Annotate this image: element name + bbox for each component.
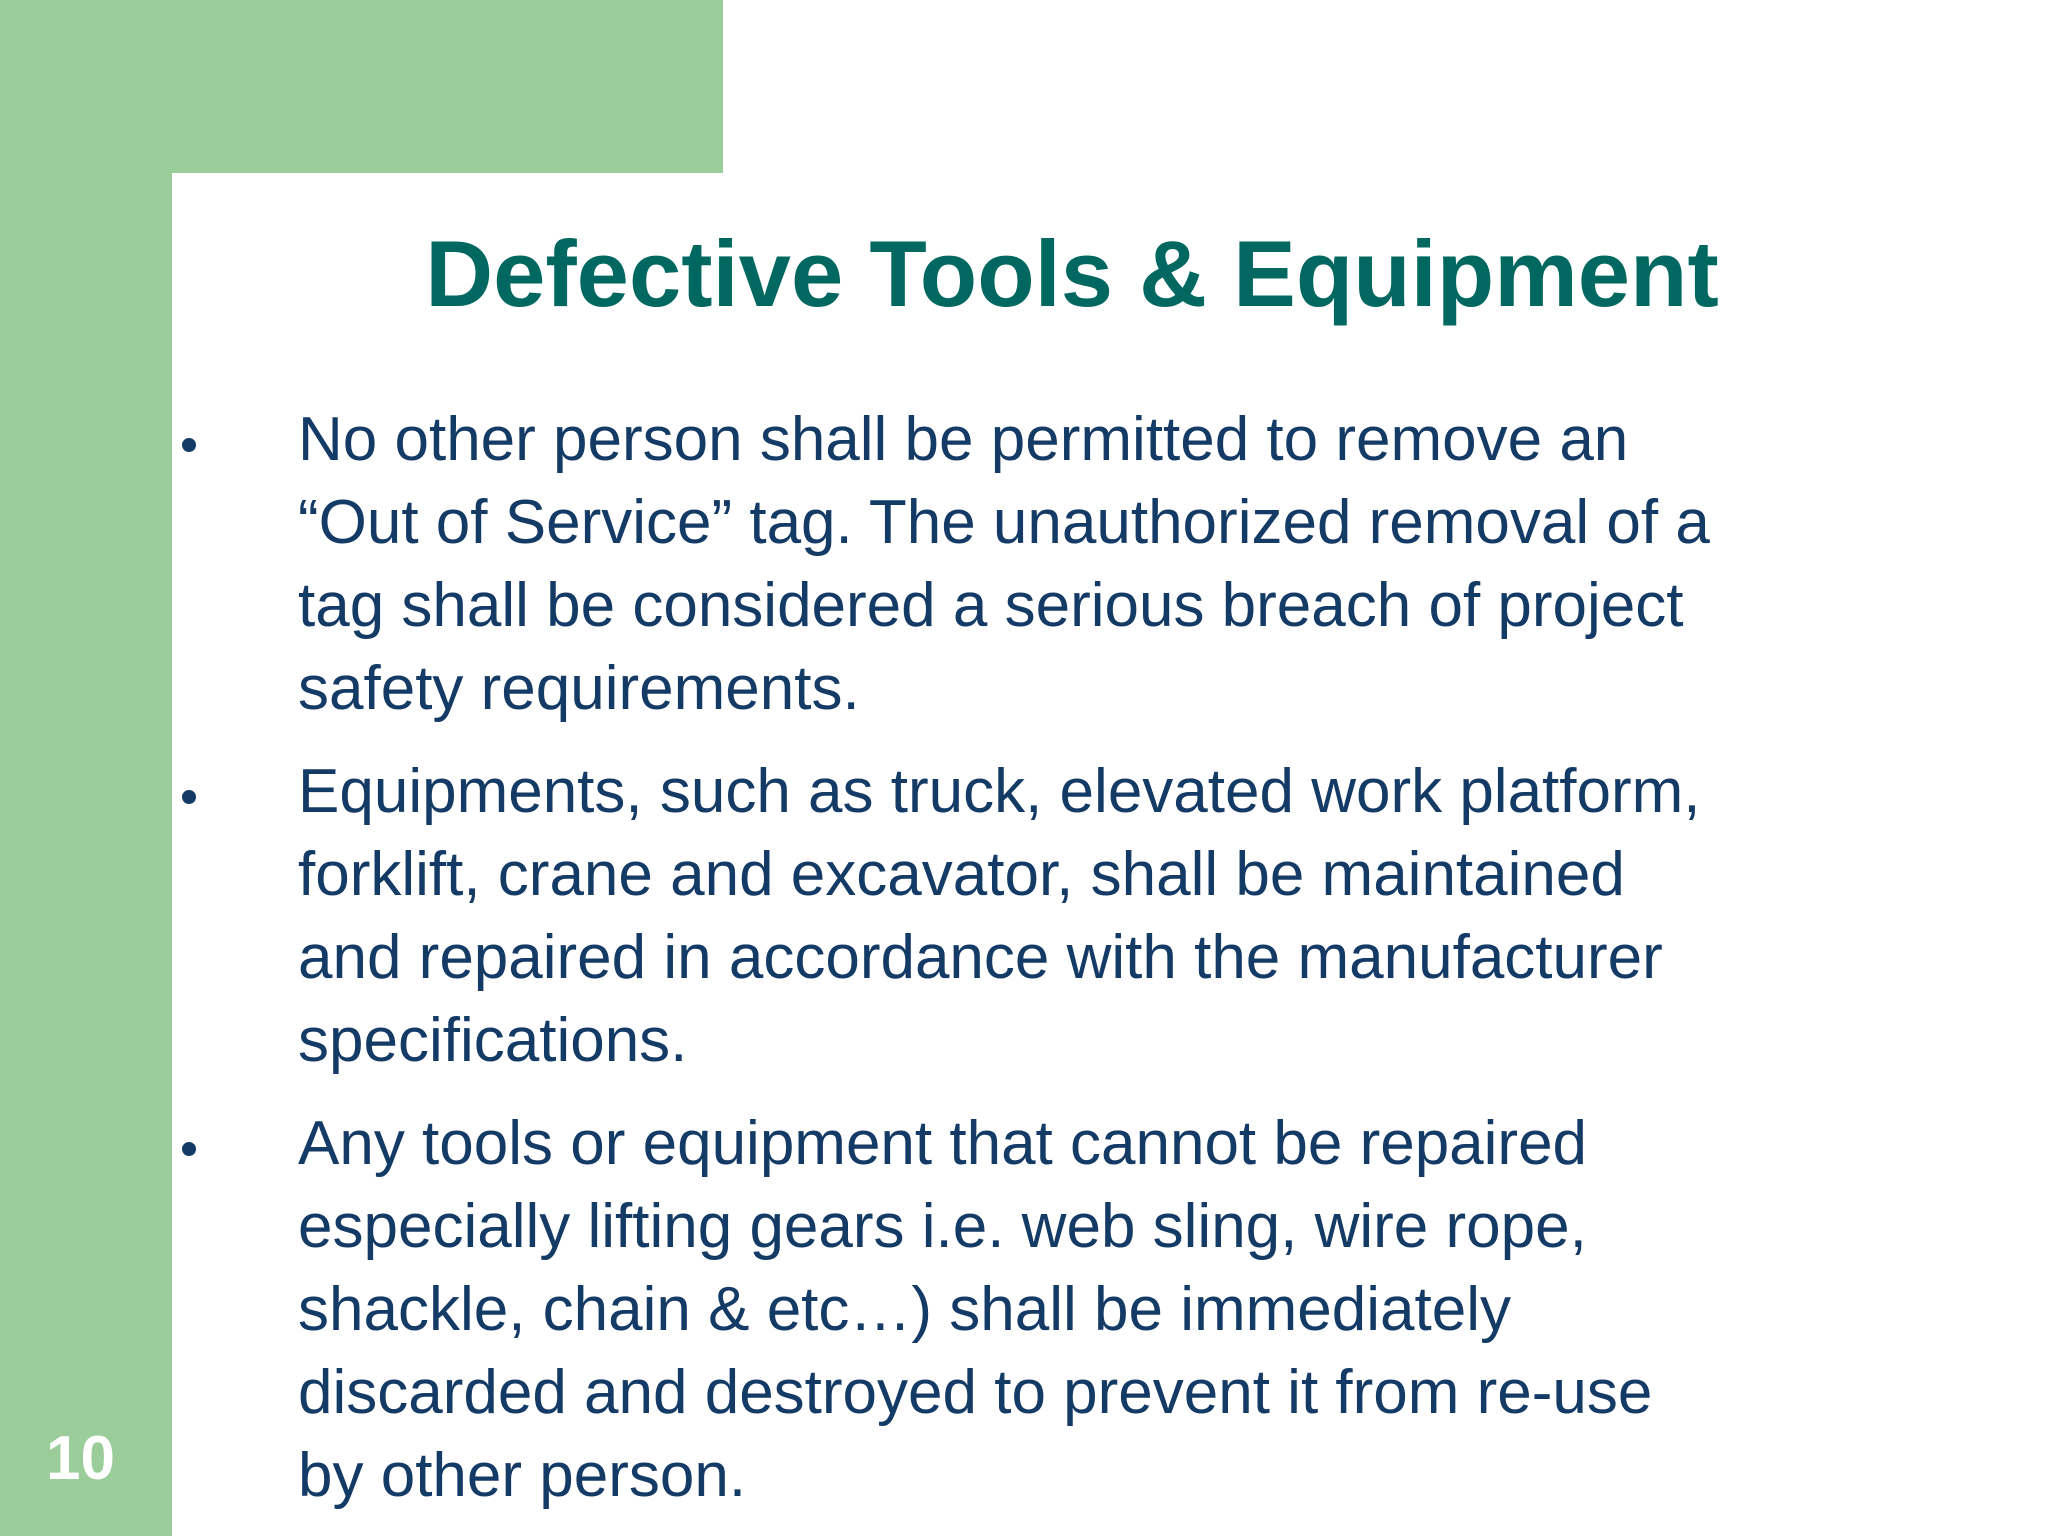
bullet-line: by other person. bbox=[298, 1441, 747, 1510]
page-number: 10 bbox=[46, 1424, 115, 1493]
bullet-line: Any tools or equipment that cannot be repaired bbox=[298, 1109, 1588, 1178]
bullet-line: safety requirements. bbox=[298, 654, 860, 723]
bullet-line: shackle, chain & etc…) shall be immediately bbox=[298, 1275, 1511, 1344]
bullet-item bbox=[174, 750, 1894, 1082]
bullet-list bbox=[174, 398, 1894, 1537]
top-green-band bbox=[0, 0, 723, 173]
slide-title: Defective Tools & Equipment bbox=[425, 221, 1719, 326]
bullet-line: Equipments, such as truck, elevated work platform, bbox=[298, 757, 1701, 826]
bullet-line: specifications. bbox=[298, 1006, 688, 1075]
bullet-line: forklift, crane and excavator, shall be maintained bbox=[298, 840, 1625, 909]
bullet-marker bbox=[182, 790, 196, 804]
bullet-line: especially lifting gears i.e. web sling, wire rope, bbox=[298, 1192, 1587, 1261]
bullet-line: and repaired in accordance with the manufacturer bbox=[298, 923, 1663, 992]
left-green-bar bbox=[0, 0, 172, 1536]
bullet-line: discarded and destroyed to prevent it from re-use bbox=[298, 1358, 1653, 1427]
bullet-marker bbox=[182, 438, 196, 452]
bullet-line: No other person shall be permitted to remove an bbox=[298, 405, 1629, 474]
bullet-line: tag shall be considered a serious breach of project bbox=[298, 571, 1684, 640]
bullet-item bbox=[174, 398, 1894, 730]
bullet-item bbox=[174, 1102, 1894, 1517]
bullet-line: “Out of Service” tag. The unauthorized removal of a bbox=[298, 488, 1710, 557]
bullet-marker bbox=[182, 1142, 196, 1156]
